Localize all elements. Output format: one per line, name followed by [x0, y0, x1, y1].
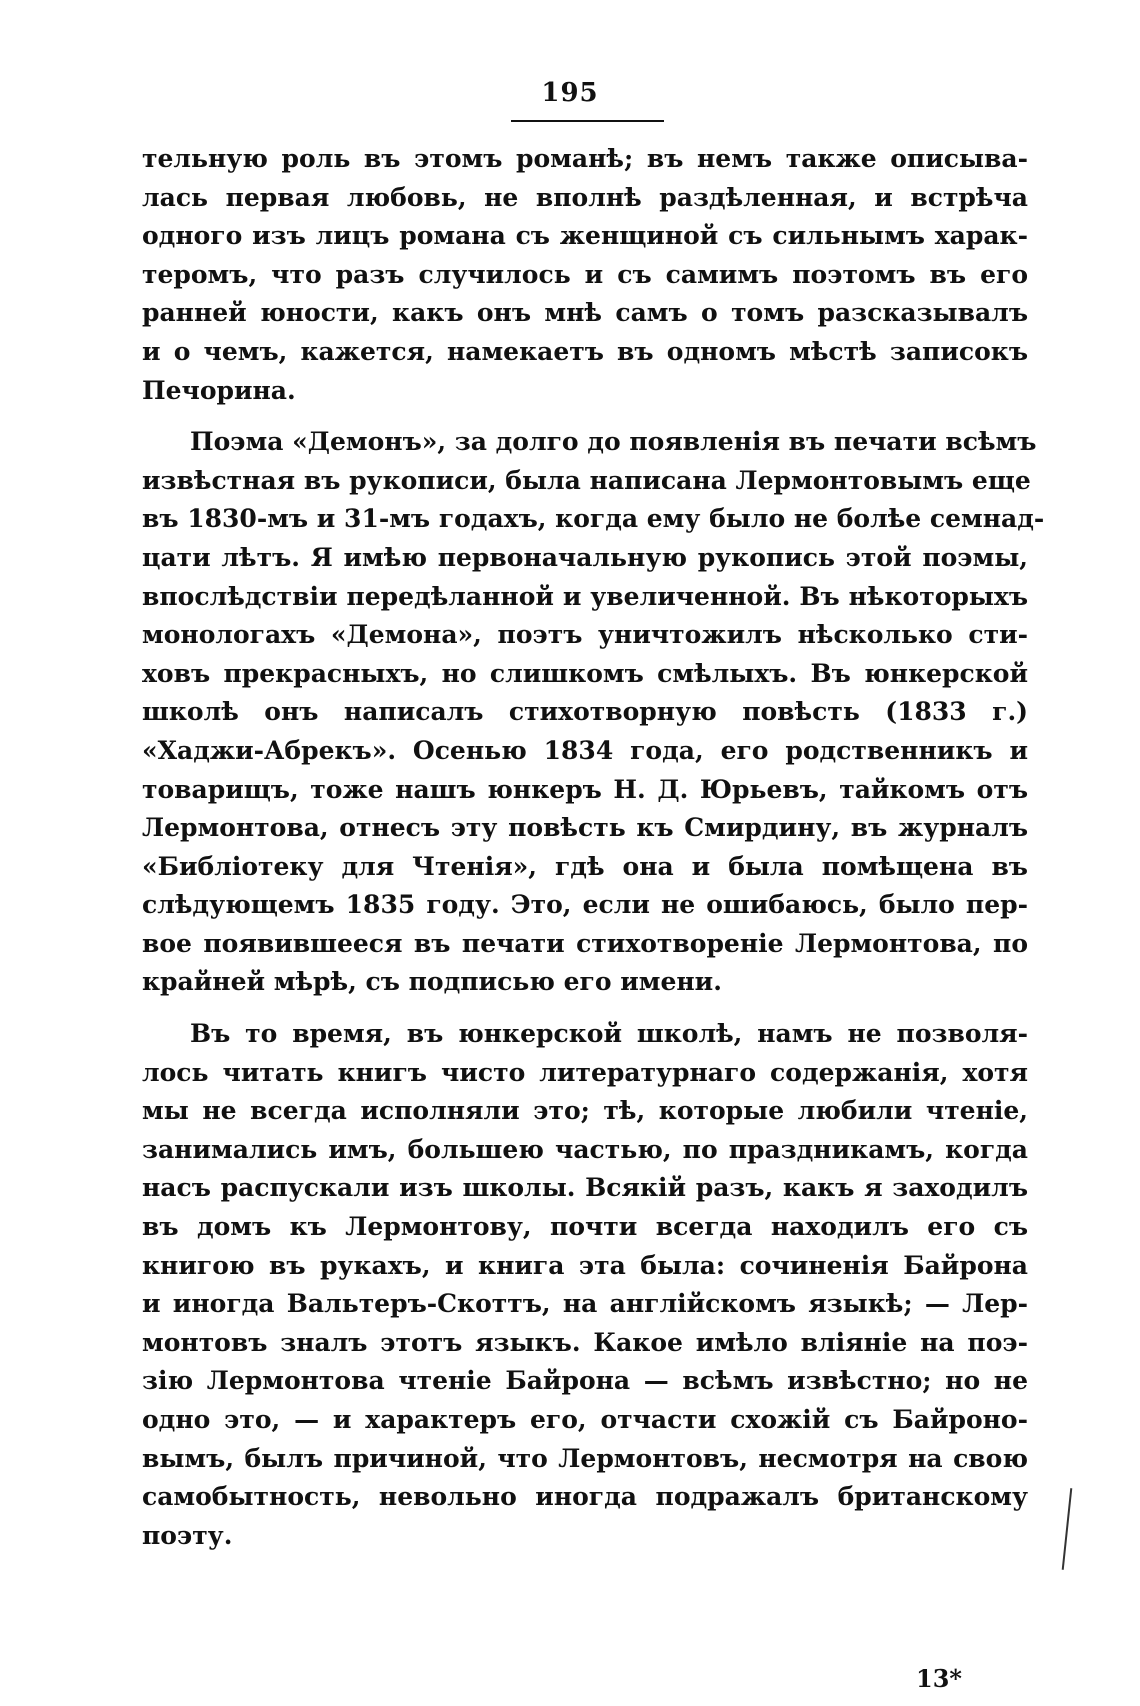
paragraph — [142, 140, 1028, 410]
text-line: монтовъ зналъ этотъ языкъ. Какое имѣло вліяніе на поэ- — [142, 1327, 1028, 1357]
text-line: теромъ, что разъ случилось и съ самимъ поэтомъ въ его — [142, 259, 1028, 289]
paragraph — [142, 1015, 1028, 1555]
margin-mark — [1062, 1488, 1073, 1570]
text-line: занимались имъ, большею частью, по праздникамъ, когда — [142, 1134, 1028, 1164]
text-line: вымъ, былъ причиной, что Лермонтовъ, несмотря на свою — [142, 1443, 1028, 1473]
text-line: крайней мѣрѣ, съ подписью его имени. — [142, 967, 722, 997]
text-line: въ 1830-мъ и 31-мъ годахъ, когда ему было не болѣе семнад- — [142, 504, 1045, 534]
text-line: Въ то время, въ юнкерской школѣ, намъ не позволя- — [190, 1019, 1028, 1049]
text-line: поэту. — [142, 1520, 233, 1550]
text-line: лось читать книгъ чисто литературнаго содержанія, хотя — [142, 1057, 1028, 1087]
text-line: цати лѣтъ. Я имѣю первоначальную рукопись этой поэмы, — [142, 542, 1028, 572]
text-line: впослѣдствіи передѣланной и увеличенной. Въ нѣкоторыхъ — [142, 581, 1028, 611]
text-line: лась первая любовь, не вполнѣ раздѣленная, и встрѣча — [142, 182, 1028, 212]
text-line: самобытность, невольно иногда подражалъ британскому — [142, 1482, 1028, 1512]
text-line: товарищъ, тоже нашъ юнкеръ Н. Д. Юрьевъ, тайкомъ отъ — [142, 774, 1028, 804]
header-rule — [511, 120, 664, 122]
text-line: въ домъ къ Лермонтову, почти всегда находилъ его съ — [142, 1212, 1028, 1242]
text-line: Лермонтова, отнесъ эту повѣсть къ Смирдину, въ журналъ — [142, 813, 1028, 843]
text-line: ранней юности, какъ онъ мнѣ самъ о томъ разсказывалъ — [142, 298, 1028, 328]
text-line: одно это, — и характеръ его, отчасти схожій съ Байроно- — [142, 1405, 1028, 1434]
page-number: 195 — [541, 78, 599, 108]
paragraph — [142, 423, 1045, 1002]
body-text — [142, 140, 1045, 1568]
text-line: монологахъ «Демона», поэтъ уничтожилъ нѣсколько сти- — [142, 620, 1028, 650]
text-line: Поэма «Демонъ», за долго до появленія въ печати всѣмъ — [190, 427, 1037, 457]
text-line: и о чемъ, кажется, намекаетъ въ одномъ мѣстѣ записокъ — [142, 336, 1028, 366]
text-line: «Библіотеку для Чтенія», гдѣ она и была помѣщена въ — [142, 851, 1028, 881]
text-line: извѣстная въ рукописи, была написана Лермонтовымъ еще — [142, 465, 1031, 495]
text-line: книгою въ рукахъ, и книга эта была: сочиненія Байрона — [142, 1250, 1028, 1280]
text-line: тельную роль въ этомъ романѣ; въ немъ также описыва- — [142, 144, 1028, 173]
text-line: «Хаджи-Абрекъ». Осенью 1834 года, его родственникъ и — [142, 735, 1028, 765]
text-line: мы не всегда исполняли это; тѣ, которые любили чтеніе, — [142, 1096, 1028, 1126]
text-line: ховъ прекрасныхъ, но слишкомъ смѣлыхъ. Въ юнкерской — [142, 658, 1028, 688]
text-line: Печорина. — [142, 375, 296, 405]
text-line: зію Лермонтова чтеніе Байрона — всѣмъ извѣстно; но не — [142, 1366, 1028, 1396]
text-line: насъ распускали изъ школы. Всякій разъ, какъ я заходилъ — [142, 1173, 1028, 1203]
text-line: школѣ онъ написалъ стихотворную повѣсть (1833 г.) — [142, 697, 1028, 727]
text-line: слѣдующемъ 1835 году. Это, если не ошибаюсь, было пер- — [142, 890, 1028, 920]
text-line: и иногда Вальтеръ-Скоттъ, на англійскомъ языкѣ; — Лер- — [142, 1289, 1028, 1319]
signature-mark: 13* — [916, 1664, 962, 1693]
text-line: вое появившееся въ печати стихотвореніе Лермонтова, по — [142, 928, 1028, 958]
text-line: одного изъ лицъ романа съ женщиной съ сильнымъ харак- — [142, 221, 1028, 251]
